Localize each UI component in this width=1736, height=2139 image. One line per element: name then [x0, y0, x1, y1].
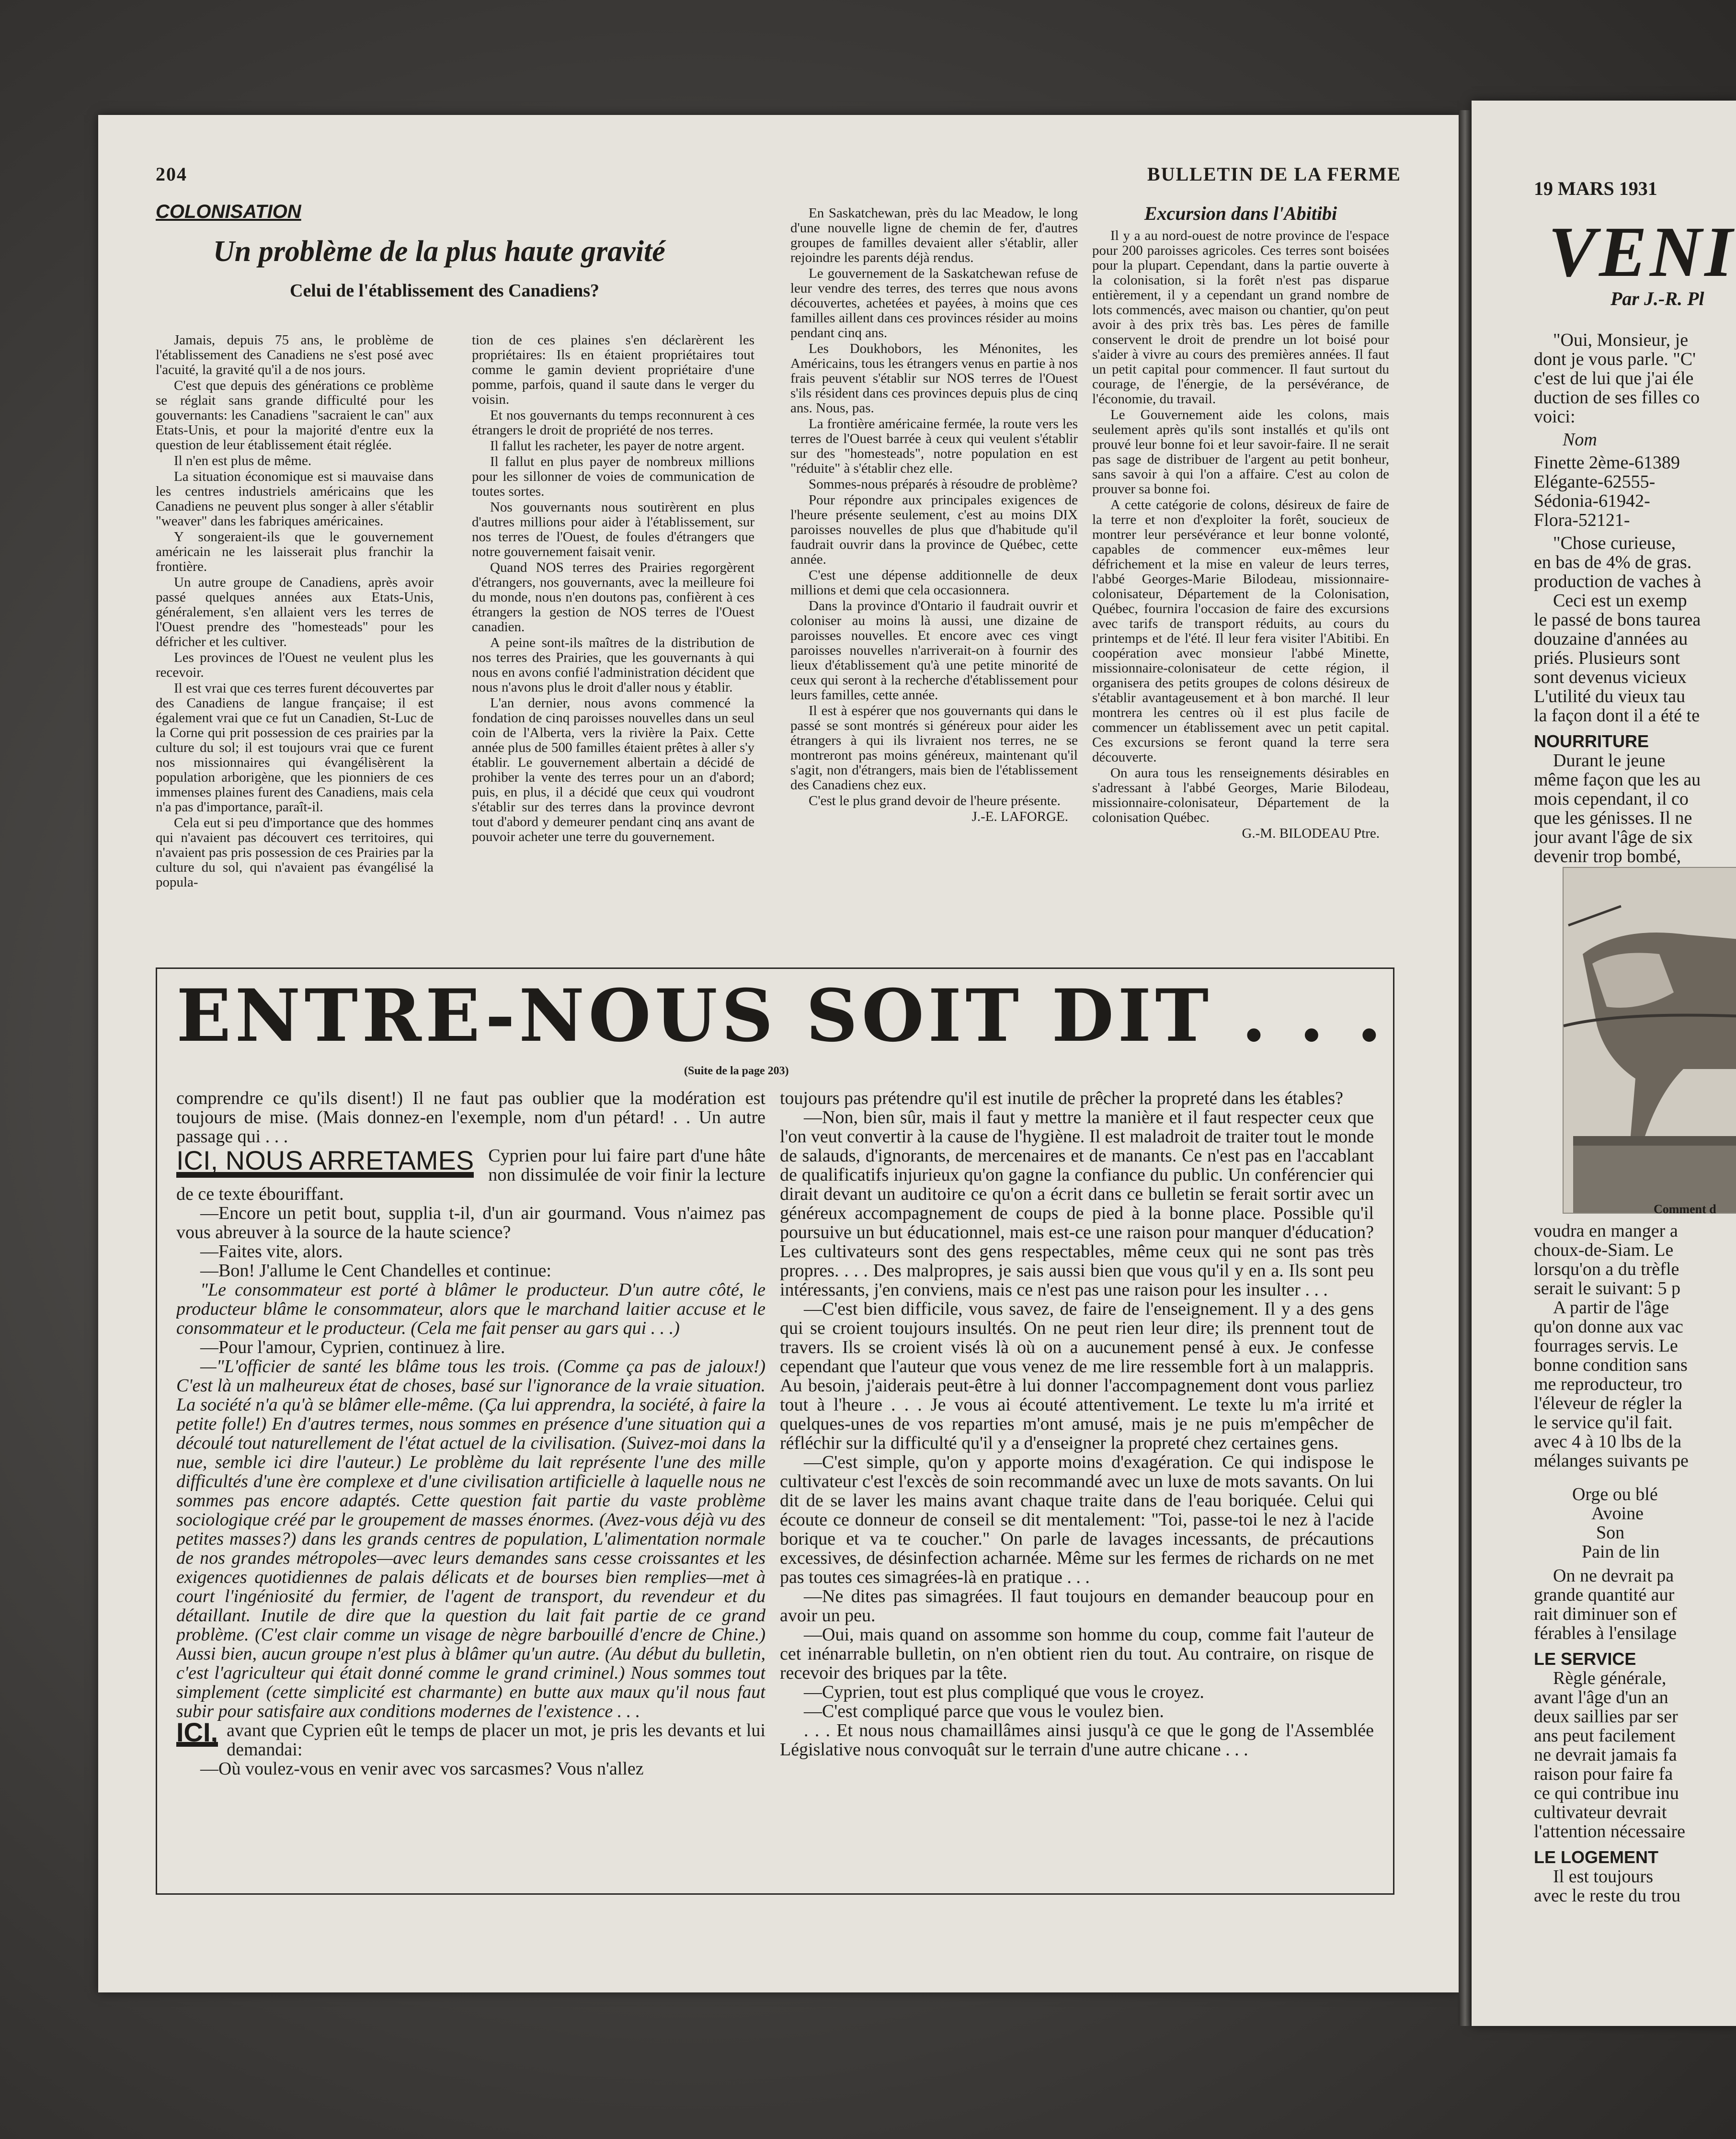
name-label: Nom — [1563, 430, 1597, 450]
text-line: le service qu'il fait. — [1534, 1412, 1673, 1433]
paragraph: Il fallut en plus payer de nombreux millions pour les sillonner de voies de communication de toutes sortes. — [472, 454, 754, 499]
text-line: Durant le jeune — [1553, 751, 1666, 771]
paragraph: —Bon! J'allume le Cent Chandelles et continue: — [200, 1261, 551, 1281]
photo-caption: Comment d — [1654, 1202, 1716, 1216]
feed-item: Pain de lin — [1582, 1542, 1660, 1562]
text-line: l'attention nécessaire — [1534, 1821, 1685, 1842]
text-line: c'est de lui que j'ai éle — [1534, 368, 1694, 388]
paragraph: Y songeraient-ils que le gouvernement américain ne les laisserait plus franchir la frontière. — [156, 529, 434, 574]
cow-name: Flora-52121- — [1534, 510, 1630, 530]
article-title: VENI — [1548, 212, 1736, 292]
article-subhead: Celui de l'établissement des Canadiens? — [290, 281, 600, 301]
ici-header: ICI, NOUS ARRETAMES — [176, 1151, 474, 1178]
cow-name: Sédonia-61942- — [1534, 491, 1650, 511]
text-line: douzaine d'années au — [1534, 629, 1688, 649]
article-headline: Un problème de la plus haute gravité — [213, 235, 665, 268]
text-line: deux saillies par ser — [1534, 1707, 1678, 1727]
page-number: 204 — [156, 163, 187, 185]
paragraph: Quand NOS terres des Prairies regorgèrent d'étrangers, nos gouvernants, avec la meilleure foi du monde, nous n'en doutons pas, confièrent à ces étrangers la gestion de NOS terres de l'Ouest canadien. — [472, 560, 754, 635]
cow-name: Elégante-62555- — [1534, 472, 1656, 492]
text-line: avant l'âge d'un an — [1534, 1687, 1668, 1707]
text-line: Ceci est un exemp — [1553, 591, 1687, 611]
paragraph: tion de ces plaines s'en déclarèrent les propriétaires: Ils en étaient propriétaires tout comme le gamin devient propriétaire d'une pomme, parfois, quand il saute dans le verger du voisin. — [472, 333, 754, 407]
paragraph: avant que Cyprien eût le temps de placer un mot, je pris les devants et lui demandai: — [227, 1720, 765, 1760]
paragraph: —Oui, mais quand on assomme son homme du coup, comme fait l'auteur de cet inénarrable bulletin, on n'en obtient rien du tout. Au contraire, on risque de recevoir des briques par la tête. — [780, 1625, 1374, 1683]
box-column-left — [176, 1089, 765, 1879]
paragraph: —Où voulez-vous en venir avec vos sarcasmes? Vous n'allez — [200, 1759, 644, 1779]
author-signature: G.-M. BILODEAU Ptre. — [1242, 826, 1380, 841]
text-line: férables à l'ensilage — [1534, 1623, 1677, 1643]
text-line: dont je vous parle. "C' — [1534, 349, 1696, 369]
paragraph: —C'est simple, qu'on y apporte moins d'exagération. Ce qui indispose le cultivateur c'est l'excès de soin recommandé avec un luxe de mots savants. On lui dit de se laver les mains avant chaque traite dans de l'eau boriquée. Celui qui écoute ce donneur de conseil se dit mentalement: "Toi, passe-toi le nez à l'acide borique et va te coucher." On parle de lavages incessants, de précautions excessives, de désinfection acharnée. Même sur les fermes de richards on ne met pas toutes ces simagrées-là en pratique . . . — [780, 1452, 1374, 1587]
paragraph: —Cyprien, tout est plus compliqué que vous le croyez. — [804, 1682, 1204, 1702]
text-line: duction de ses filles co — [1534, 387, 1700, 408]
text-line: rait diminuer son ef — [1534, 1604, 1677, 1624]
paragraph: Sommes-nous préparés à résoudre de problème? — [809, 477, 1078, 492]
article-author: Par J.-R. Pl — [1610, 288, 1704, 309]
article-column-2 — [472, 333, 754, 972]
entre-nous-box — [156, 967, 1394, 1895]
text-line: voudra en manger a — [1534, 1221, 1678, 1241]
paragraph: L'an dernier, nous avons commencé la fondation de cinq paroisses nouvelles dans un seul coin de l'Alberta, vers la rivière la Paix. Cette année plus de 500 familles étaient prêtes à aller s'y établir. Le gouvernement albertain a décidé de prohiber la vente des terres pour un an d'abord; puis, en plus, il a décidé que ceux qui voudront s'établir sur des terres dans la province devront tout d'abord y demeurer pendant cinq ans avant de pouvoir acheter une terre du gouvernement. — [472, 695, 754, 844]
paragraph: Dans la province d'Ontario il faudrait ouvrir et coloniser au moins là aussi, une dizaine de paroisses nouvelles. Et encore avec ces vingt paroisses nouvelles n'arriverait-on à fournir des lieux d'établissement qu'à une petite minorité de ceux qui seront à la recherche d'établissement pour leurs familles, cette année. — [790, 598, 1078, 703]
text-line: le passé de bons taurea — [1534, 610, 1701, 630]
paragraph: —Ne dites pas simagrées. Il faut toujours en demander beaucoup pour en avoir un peu. — [780, 1586, 1374, 1626]
text-line: ans peut facilement — [1534, 1726, 1676, 1746]
paragraph: —C'est bien difficile, vous savez, de faire de l'enseignement. Il y a des gens qui se croient toujours insultés. On ne peut rien leur dire; ils prennent tout de travers. Ils se croient visés là où on a aucunement pensé à eux. Je confesse cependant que l'auteur que vous venez de me lire ressemble fort à un malappris. Au besoin, j'aiderais peut-être à lui donner l'accompagnement dont vous parliez tout à l'heure . . . Je vous ai écouté attentivement. Le texte lu m'a irrité et quelques-unes de vos reparties m'ont amusé, mais je ne puis m'empêcher de réfléchir sur la difficulté qu'il y a d'enseigner la propreté chez certaines gens. — [780, 1299, 1374, 1453]
text-line: avec le reste du trou — [1534, 1886, 1680, 1905]
paragraph: —"L'officier de santé les blâme tous les trois. (Comme ça pas de jaloux!) C'est là un malheureux état de choses, basé sur l'ignorance de la vraie situation. La société n'a qu'à se blâmer elle-même. (Ça lui apprendra, la société, à faire la petite folle!) En d'autres termes, nous sommes en présence d'une situation qui a découlé tout naturellement de l'état actuel de la civilisation. (Suivez-moi dans la nue, semble ici dire l'auteur.) Le problème du lait représente l'une des mille difficultés d'une ère complexe et d'une civilisation artificielle à laquelle nous ne sommes pas encore adaptés. Cette question fait partie du vaste problème sociologique créé par le groupement de masses énormes. (Avez-vous déjà vu des petites masses?) dans les grands centres de population, L'alimentation normale de nos grandes métropoles—avec leurs demandes sans cesse croissantes et les exigences quotidiennes de palais délicats et de bourses bien remplies—met à court l'ingéniosité du fermier, de l'agent de transport, du revendeur et du détaillant. Inutile de dire que la question du lait fait partie de ce grand problème. (C'est clair comme un visage de nègre barbouillé d'encre de Chine.) Aussi bien, aucun groupe n'est plus à blâmer qu'un autre. (Au début du bulletin, c'est l'agriculteur qui était donné comme le grand criminel.) Nous sommes tout simplement (cette simplicité est charmante) en butte aux maux qu'il nous faut subir pour satisfaire aux conditions modernes de l'existence . . . — [176, 1356, 765, 1721]
text-line: jour avant l'âge de six — [1534, 827, 1693, 847]
article-column-4 — [1092, 206, 1389, 972]
bull-illustration — [1564, 868, 1736, 1213]
text-line: l'éleveur de régler la — [1534, 1393, 1682, 1413]
text-line: devenir trop bombé, — [1534, 846, 1681, 866]
text-line: avec 4 à 10 lbs de la — [1534, 1432, 1682, 1452]
paragraph: On aura tous les renseignements désirables en s'adressant à l'abbé Georges, Marie Bilodeau, missionnaire-colonisateur, Département de la colonisation Québec. — [1092, 765, 1389, 825]
page-fold — [1459, 110, 1472, 2026]
paragraph: Jamais, depuis 75 ans, le problème de l'établissement des Canadiens ne s'est posé avec l'acuité, la gravité qu'il a de nos jours. — [156, 333, 434, 377]
author-signature: J.-E. LAFORGE. — [971, 809, 1068, 824]
text-line: choux-de-Siam. Le — [1534, 1240, 1674, 1260]
paragraph: —Encore un petit bout, supplia t-il, d'un air gourmand. Vous n'aimez pas vous abreuver à la source de la haute science? — [176, 1203, 765, 1242]
text-line: serait le suivant: 5 p — [1534, 1278, 1681, 1298]
text-line: grande quantité aur — [1534, 1585, 1675, 1605]
text-line: A partir de l'âge — [1553, 1297, 1669, 1318]
paragraph: Les provinces de l'Ouest ne veulent plus les recevoir. — [156, 650, 434, 680]
paragraph: En Saskatchewan, près du lac Meadow, le long d'une nouvelle ligne de chemin de fer, d'autres groupes de familles devaient aller s'établir, aller rejoindre les parents déjà rendus. — [790, 206, 1078, 265]
text-line: bonne condition sans — [1534, 1355, 1688, 1375]
paragraph: Il est à espérer que nos gouvernants qui dans le passé se sont montrés si généreux pour aider les étrangers à qui ils livraient nos terres, ne se montreront pas moins généreux, maintenant qu'il s'agit, non d'étrangers, mais bien de l'établissement des Canadiens chez eux. — [790, 703, 1078, 793]
text-line: sont devenus vicieux — [1534, 667, 1687, 687]
paragraph: Un autre groupe de Canadiens, après avoir passé quelques années aux Etats-Unis, généralement, s'en allaient vers les terres de l'Ouest prendre des "homesteads" pour les défricher et les cultiver. — [156, 575, 434, 649]
text-line: raison pour faire fa — [1534, 1764, 1673, 1784]
section-label: COLONISATION — [156, 201, 301, 222]
box-column-right — [780, 1089, 1374, 1879]
box-title: ENTRE-NOUS SOIT DIT . . . — [176, 974, 1386, 1058]
paragraph: Et nos gouvernants du temps reconnurent à ces étrangers le droit de propriété de nos terres. — [472, 408, 754, 438]
text-line: "Chose curieuse, — [1553, 533, 1676, 553]
paragraph: Le Gouvernement aide les colons, mais seulement après qu'ils sont installés et qu'ils ont prouvé leur bonne foi et leur savoir-faire. Il ne serait pas sage de distribuer de l'argent au petit bonheur, sans savoir à qui l'on a affaire. C'est au colon de prouver sa bonne foi. — [1092, 407, 1389, 497]
paragraph: —Non, bien sûr, mais il faut y mettre la manière et il faut respecter ceux que l'on veut convertir à la cause de l'hygiène. Il est maladroit de traiter tout le monde de salauds, d'ignorants, de mercenaires et de manants. Ce n'est pas en l'accablant de qualificatifs injurieux qu'on gagne la confiance du public. Un conférencier qui dirait devant un auditoire ce qu'on a écrit dans ce bulletin se ferait sortir avec un généreux accompagnement de coups de pied à la bonne place. Possible qu'il poursuive un but éducationnel, mais est-ce une raison pour manquer d'éducation? Les cultivateurs sont des gens respectables, même ceux qui ne sont pas très propres. . . . Des malpropres, je sais aussi bien que vous qu'il y en a. Ils sont peu intéressants, j'en conviens, mais ce n'est pas une raison pour les insulter . . . — [780, 1107, 1374, 1300]
continued-note: (Suite de la page 203) — [684, 1065, 789, 1077]
bull-photograph — [1563, 867, 1736, 1214]
paragraph: Le gouvernement de la Saskatchewan refuse de leur vendre des terres, des terres que nous avons découvertes, achetées et payées, à moins que ces familles aillent dans ces provinces résider au moins pendant cinq ans. — [790, 266, 1078, 341]
text-line: ce qui contribue inu — [1534, 1783, 1679, 1803]
article-column-3 — [790, 206, 1078, 972]
paragraph: Il fallut les racheter, les payer de notre argent. — [490, 438, 745, 454]
paragraph: "Le consommateur est porté à blâmer le producteur. D'un autre côté, le producteur blâme le consommateur, alors que le marchand laitier accuse et le consommateur et le producteur. (Cela me fait penser au gars qui . . .) — [176, 1280, 765, 1338]
paragraph: —C'est compliqué parce que vous le voulez bien. — [804, 1701, 1164, 1721]
text-line: mélanges suivants pe — [1534, 1451, 1689, 1471]
text-line: priés. Plusieurs sont — [1534, 648, 1680, 668]
section-heading-service: LE SERVICE — [1534, 1649, 1636, 1669]
paragraph: C'est une dépense additionnelle de deux millions et demi que cela occasionnera. — [790, 568, 1078, 598]
paragraph: Nos gouvernants nous soutirèrent en plus d'autres millions pour aider à l'établissement, sur nos terres de l'Ouest, de foules d'étrangers que notre gouvernement faisait venir. — [472, 500, 754, 559]
paragraph: —Pour l'amour, Cyprien, continuez à lire. — [200, 1337, 505, 1357]
text-line: On ne devrait pa — [1553, 1566, 1674, 1586]
text-line: fourrages servis. Le — [1534, 1336, 1678, 1356]
text-line: lorsqu'on a du trèfle — [1534, 1259, 1679, 1279]
publication-name: BULLETIN DE LA FERME — [1147, 163, 1401, 185]
feed-item: Avoine — [1591, 1503, 1644, 1524]
section-heading-nourriture: NOURRITURE — [1534, 731, 1649, 751]
paragraph: C'est que depuis des générations ce problème se réglait sans grande difficulté pour les gouvernants: les Canadiens "sacraient le can" aux Etats-Unis, et pour la majorité d'entre eux la question de leur établissement était réglée. — [156, 378, 434, 453]
feed-item: Orge ou blé — [1572, 1484, 1658, 1504]
text-line: ne devrait jamais fa — [1534, 1745, 1677, 1765]
text-line: même façon que les au — [1534, 770, 1701, 790]
right-text-block-1 — [1534, 330, 1736, 866]
text-line: la façon dont il a été te — [1534, 705, 1700, 726]
newspaper-page-right — [1472, 101, 1736, 2026]
feed-item: Son — [1596, 1523, 1625, 1543]
paragraph: comprendre ce qu'ils disent!) Il ne faut pas oublier que la modération est toujours de mise. (Mais donnez-en l'exemple, nom d'un pétard! . . Un autre passage qui . . . — [176, 1089, 765, 1147]
text-line: mois cependant, il co — [1534, 789, 1689, 809]
paragraph: Les Doukhobors, les Ménonites, les Américains, tous les étrangers venus en partie à nos frais peuvent s'établir sur NOS terres de l'Ouest s'ils résident dans ces provinces depuis plus de cinq ans. Nous, pas. — [790, 341, 1078, 416]
right-text-block-2 — [1534, 1221, 1736, 1905]
text-line: Il est toujours — [1553, 1866, 1653, 1887]
ici-header: ICI, — [176, 1717, 218, 1747]
text-line: "Oui, Monsieur, je — [1553, 330, 1689, 350]
issue-date: 19 MARS 1931 — [1534, 178, 1657, 199]
paragraph: Pour répondre aux principales exigences de l'heure présente seulement, c'est au moins DIX paroisses nouvelles de plus que d'habitude qu'il faudrait ouvrir dans la province de Québec, cette année. — [790, 492, 1078, 567]
text-line: voici: — [1534, 407, 1576, 427]
paragraph: Cela eut si peu d'importance que des hommes qui n'avaient pas découvert ces territoires, qui n'avaient pas pris possession de ces Prairies par la culture du sol, qui n'avaient pas évangélisé la popula- — [156, 815, 434, 890]
text-line: qu'on donne aux vac — [1534, 1317, 1683, 1337]
paragraph: Il n'en est plus de même. — [174, 453, 312, 468]
paragraph: La frontière américaine fermée, la route vers les terres de l'Ouest barrée à ceux qui veulent s'établir sur des "homesteads", notre population en est "réduite" à s'établir chez elle. — [790, 416, 1078, 476]
text-line: en bas de 4% de gras. — [1534, 552, 1692, 572]
paragraph: —Faites vite, alors. — [200, 1241, 343, 1262]
text-line: Règle générale, — [1553, 1668, 1667, 1688]
paragraph: Il est vrai que ces terres furent découvertes par des Canadiens de langue française; il est également vrai que ce fut un Canadien, St-Luc de la Corne qui prit possession de ces prairies par la culture du sol; il est toujours vrai que ce furent nos missionnaires qui évangélisèrent la population arborigène, que les pionniers de ces immenses plaines furent des Canadiens, mais cela n'a pas d'importance, paraît-il. — [156, 681, 434, 815]
newspaper-page-left — [98, 115, 1459, 1992]
article-column-1 — [156, 333, 434, 972]
paragraph: Cyprien pour lui faire part d'une hâte non dissimulée de voir finir la lecture de ce texte ébouriffant. — [176, 1146, 765, 1204]
text-line: L'utilité du vieux tau — [1534, 686, 1686, 706]
excursion-title: Excursion dans l'Abitibi — [1144, 206, 1337, 224]
paragraph: La situation économique est si mauvaise dans les centres industriels américains que les Canadiens ne peuvent plus songer à aller s'établir "weaver" dans les fabriques américaines. — [156, 469, 434, 529]
paragraph: C'est le plus grand devoir de l'heure présente. — [809, 793, 1061, 808]
section-heading-logement: LE LOGEMENT — [1534, 1847, 1658, 1867]
cow-name: Finette 2ème-61389 — [1534, 453, 1680, 473]
text-line: me reproducteur, tro — [1534, 1374, 1682, 1394]
paragraph: A cette catégorie de colons, désireux de faire de la terre et non d'exploiter la forêt, soucieux de montrer leur persévérance et leur bonne volonté, capables de commencer eux-mêmes leur défrichement et la mise en valeur de leurs terres, l'abbé Georges-Marie Bilodeau, missionnaire-colonisateur, Département de la Colonisation, Québec, fournira l'occasion de faire des excursions avec tarifs de transport réduits, au cours du printemps et de l'été. Il leur fera visiter l'Abitibi. En coopération avec monsieur l'abbé Minette, missionnaire-colonisateur de cette région, il organisera des petits groupes de colons désireux de s'établir avantageusement et à bon marché. Il leur montrera les centres où il est plus facile de commencer un établissement avec un petit capital. Ces excursions se feront quand la terre sera découverte. — [1092, 497, 1389, 765]
text-line: cultivateur devrait — [1534, 1802, 1667, 1822]
paragraph: A peine sont-ils maîtres de la distribution de nos terres des Prairies, que les gouvernants à qui nous en avons confié l'administration décident que nous n'avons plus le droit d'aller nous y établir. — [472, 635, 754, 695]
paragraph: . . . Et nous nous chamaillâmes ainsi jusqu'à ce que le gong de l'Assemblée Législative nous convoquât sur le terrain d'une autre chicane . . . — [780, 1720, 1374, 1760]
paragraph: Il y a au nord-ouest de notre province de l'espace pour 200 paroisses agricoles. Ces terres sont boisées pour la plupart. Cependant, dans la partie ouverte à la colonisation, si la forêt n'est pas disparue entièrement, il y a cependant un grand nombre de lots commencés, avec maison ou chantier, qu'on peut avoir à des prix très bas. Les pères de famille conservent le droit de prendre un lot boisé pour s'aider à vivre au cours des premières années. Il faut un petit capital pour commencer. Il faut surtout du courage, de l'énergie, de la persévérance, de l'économie, du travail. — [1092, 228, 1389, 407]
text-line: que les génisses. Il ne — [1534, 808, 1692, 828]
paragraph: toujours pas prétendre qu'il est inutile de prêcher la propreté dans les étables? — [780, 1089, 1343, 1108]
text-line: production de vaches à — [1534, 571, 1702, 592]
